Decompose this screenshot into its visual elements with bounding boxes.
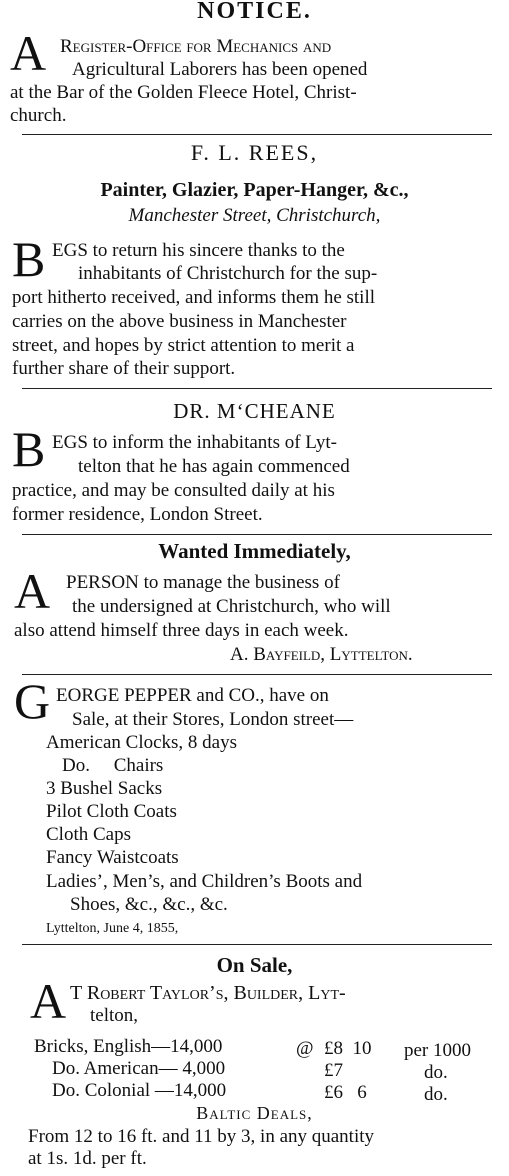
rees-drop-cap: B bbox=[12, 231, 46, 287]
price-value: £6 6 bbox=[324, 1082, 367, 1103]
price-unit: per 1000 bbox=[404, 1040, 472, 1061]
rees-trade: Painter, Glazier, Paper-Hanger, &c., bbox=[100, 179, 409, 201]
rees-line-5: street, and hopes by strict attention to merit a bbox=[12, 335, 355, 356]
pepper-drop-cap: G bbox=[14, 673, 51, 729]
wanted-signature: A. Bayfeild, Lyttelton. bbox=[230, 644, 413, 665]
rees-line-1: EGS to return his sincere thanks to the bbox=[52, 240, 345, 261]
pepper-item: 3 Bushel Sacks bbox=[46, 778, 163, 799]
rees-address: Manchester Street, Christchurch, bbox=[128, 205, 381, 226]
divider bbox=[22, 674, 492, 675]
divider bbox=[22, 388, 492, 389]
deals-line-1: From 12 to 16 ft. and 11 by 3, in any quantity bbox=[28, 1126, 375, 1147]
mcheane-name: DR. M‘CHEANE bbox=[173, 399, 336, 423]
rees-line-3: port hitherto received, and informs them he still bbox=[12, 287, 376, 308]
mcheane-drop-cap: B bbox=[12, 421, 46, 477]
taylor-line-1: T Robert Taylor’s, Builder, Lyt- bbox=[70, 982, 346, 1004]
rees-line-4: carries on the above business in Manchester bbox=[12, 311, 347, 332]
price-at: @ bbox=[296, 1038, 314, 1059]
divider bbox=[22, 534, 492, 535]
taylor-line-2: telton, bbox=[90, 1005, 139, 1026]
divider bbox=[22, 944, 492, 945]
price-item: Bricks, English—14,000 bbox=[34, 1036, 223, 1057]
deals-line-2: at 1s. 1d. per ft. bbox=[28, 1148, 147, 1169]
price-unit: do. bbox=[424, 1084, 448, 1105]
taylor-heading: On Sale, bbox=[216, 953, 293, 977]
rees-name: F. L. REES, bbox=[190, 140, 319, 165]
pepper-item: American Clocks, 8 days bbox=[46, 732, 238, 753]
price-unit: do. bbox=[424, 1062, 448, 1083]
wanted-line-2: the undersigned at Christchurch, who will bbox=[72, 596, 391, 617]
mcheane-line-2: telton that he has again commenced bbox=[78, 456, 350, 477]
notice-line-2: Agricultural Laborers has been opened bbox=[72, 59, 368, 80]
pepper-dateline: Lyttelton, June 4, 1855, bbox=[46, 921, 179, 936]
pepper-line-1: EORGE PEPPER and CO., have on bbox=[56, 685, 329, 706]
pepper-item: Pilot Cloth Coats bbox=[46, 801, 177, 822]
wanted-line-3: also attend himself three days in each week. bbox=[14, 620, 349, 641]
pepper-item: Ladies’, Men’s, and Children’s Boots and bbox=[46, 871, 363, 892]
pepper-line-2: Sale, at their Stores, London street— bbox=[72, 709, 354, 730]
notice-drop-cap: A bbox=[10, 25, 47, 81]
notice-line-3: at the Bar of the Golden Fleece Hotel, Christ- bbox=[10, 82, 357, 103]
mcheane-line-3: practice, and may be consulted daily at his bbox=[12, 480, 335, 501]
price-item: Do. Colonial —14,000 bbox=[52, 1080, 227, 1101]
price-value: £8 10 bbox=[324, 1038, 372, 1059]
divider bbox=[22, 134, 492, 135]
price-item: Do. American— 4,000 bbox=[52, 1058, 226, 1079]
deals-heading: Baltic Deals, bbox=[196, 1103, 313, 1123]
wanted-heading: Wanted Immediately, bbox=[158, 539, 351, 563]
rees-line-2: inhabitants of Christchurch for the sup- bbox=[78, 263, 378, 284]
notice-heading: NOTICE. bbox=[197, 0, 312, 24]
pepper-item: Fancy Waistcoats bbox=[46, 847, 179, 868]
wanted-line-1: PERSON to manage the business of bbox=[66, 572, 340, 593]
pepper-item: Cloth Caps bbox=[46, 824, 131, 845]
taylor-drop-cap: A bbox=[30, 973, 67, 1029]
rees-line-6: further share of their support. bbox=[12, 358, 236, 379]
mcheane-line-1: EGS to inform the inhabitants of Lyt- bbox=[52, 432, 337, 453]
price-value: £7 bbox=[324, 1060, 343, 1081]
wanted-drop-cap: A bbox=[14, 563, 51, 619]
pepper-item: Do. Chairs bbox=[62, 755, 164, 776]
notice-line-4: church. bbox=[10, 105, 67, 126]
mcheane-line-4: former residence, London Street. bbox=[12, 504, 263, 525]
notice-line-1: Register-Office for Mechanics and bbox=[60, 36, 332, 57]
pepper-item: Shoes, &c., &c., &c. bbox=[70, 894, 228, 915]
